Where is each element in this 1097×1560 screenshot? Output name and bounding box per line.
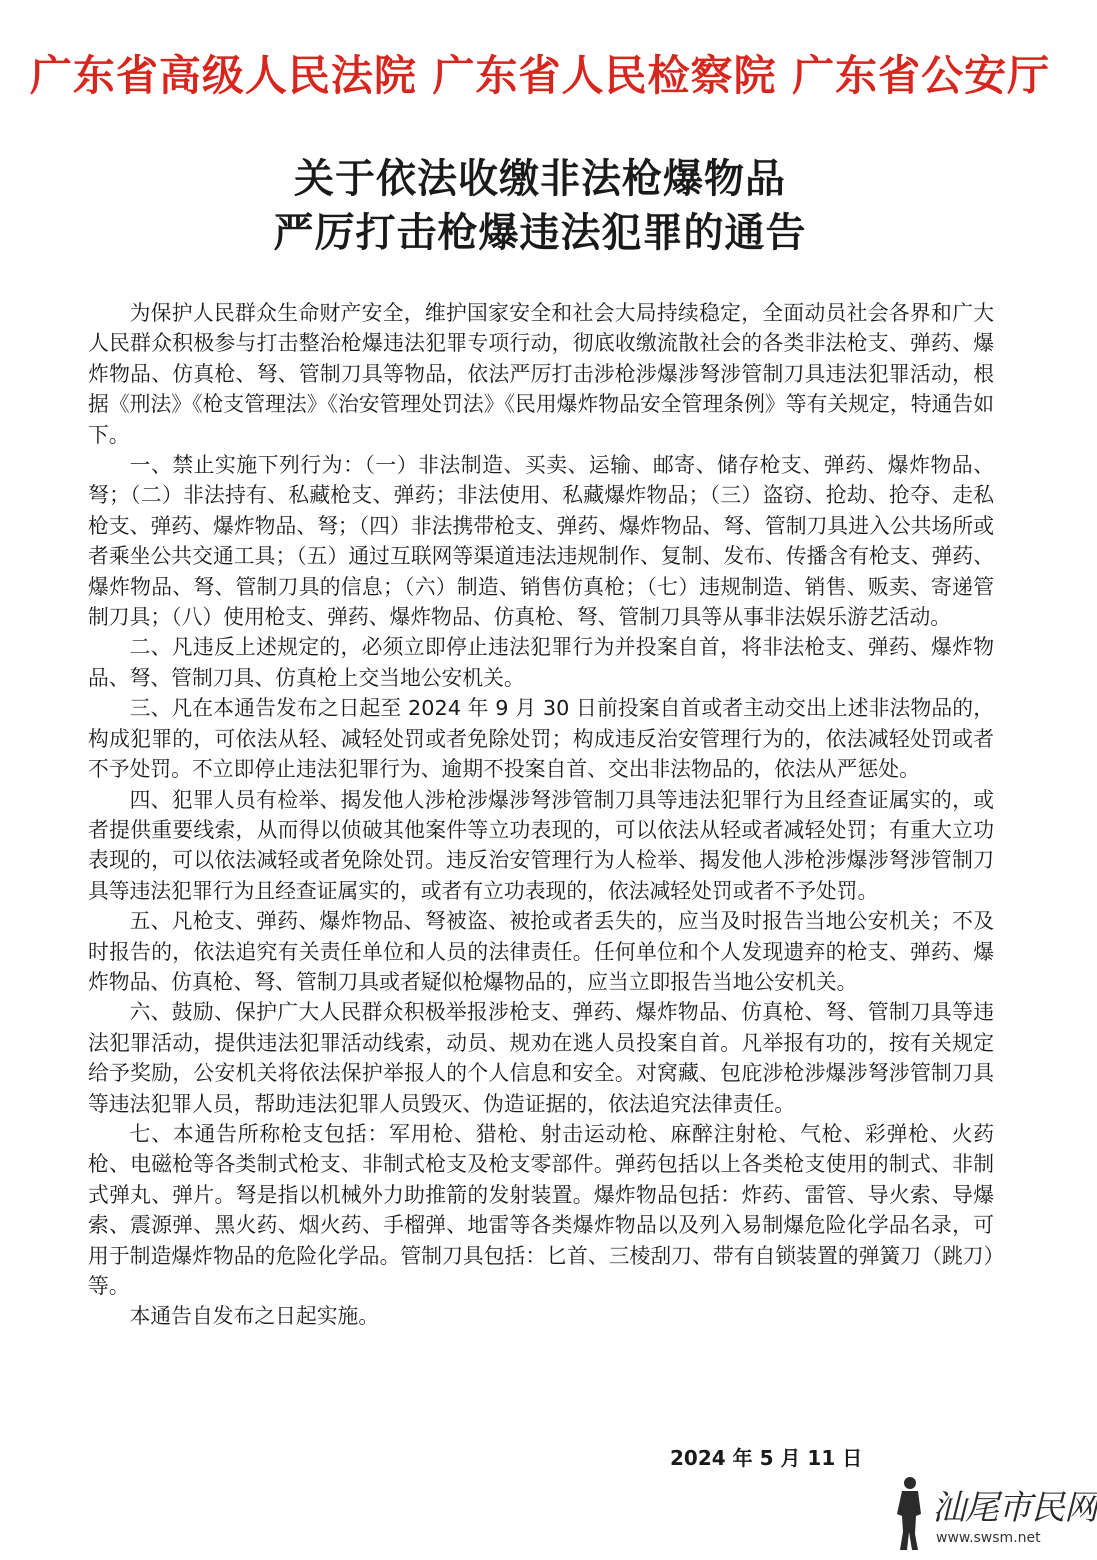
paragraph-3: 三、凡在本通告发布之日起至 2024 年 9 月 30 日前投案自首或者主动交出上述非法物品的，构成犯罪的，可依法从轻、减轻处罚或者免除处罚；构成违反治安管理行为的，依法减轻处罚或者不予处罚。不立即停止违法犯罪行为、逾期不投案自首、交出非法物品的，依法从严惩处。	[88, 696, 994, 782]
notice-body	[88, 298, 994, 1332]
watermark	[888, 1474, 1097, 1554]
watermark-logo-text: 汕尾市民网	[932, 1488, 1097, 1528]
issue-date: 2024 年 5 月 11 日	[670, 1446, 863, 1470]
paragraph-4: 四、犯罪人员有检举、揭发他人涉枪涉爆涉弩涉管制刀具等违法犯罪行为且经查证属实的，或者提供重要线索，从而得以侦破其他案件等立功表现的，可以依法从轻或者减轻处罚；有重大立功表现的，可以依法减轻或者免除处罚。违反治安管理行为人检举、揭发他人涉枪涉爆涉弩涉管制刀具等违法犯罪行为且经查证属实的，或者有立功表现的，依法减轻处罚或者不予处罚。	[88, 787, 994, 903]
paragraph-7: 七、本通告所称枪支包括：军用枪、猎枪、射击运动枪、麻醉注射枪、气枪、彩弹枪、火药枪、电磁枪等各类制式枪支、非制式枪支及枪支零部件。弹药包括以上各类枪支使用的制式、非制式弹丸、弹片。弩是指以机械外力助推箭的发射装置。爆炸物品包括：炸药、雷管、导火索、导爆索、震源弹、黑火药、烟火药、手榴弹、地雷等各类爆炸物品以及列入易制爆危险化学品名录，可用于制造爆炸物品的危险化学品。管制刀具包括：匕首、三棱刮刀、带有自锁装置的弹簧刀（跳刀）等。	[88, 1121, 994, 1298]
title-line-1: 关于依法收缴非法枪爆物品	[294, 155, 786, 202]
paragraph-1: 一、禁止实施下列行为：（一）非法制造、买卖、运输、邮寄、储存枪支、弹药、爆炸物品、弩；（二）非法持有、私藏枪支、弹药；非法使用、私藏爆炸物品；（三）盗窃、抢劫、抢夺、走私枪支、弹药、爆炸物品、弩；（四）非法携带枪支、弹药、爆炸物品、弩、管制刀具进入公共场所或者乘坐公共交通工具；（五）通过互联网等渠道违法违规制作、复制、发布、传播含有枪支、弹药、爆炸物品、弩、管制刀具的信息；（六）制造、销售仿真枪；（七）违规制造、销售、贩卖、寄递管制刀具；（八）使用枪支、弹药、爆炸物品、仿真枪、弩、管制刀具等从事非法娱乐游艺活动。	[88, 453, 994, 630]
paragraph-6: 六、鼓励、保护广大人民群众积极举报涉枪支、弹药、爆炸物品、仿真枪、弩、管制刀具等违法犯罪活动，提供违法犯罪活动线索，动员、规劝在逃人员投案自首。凡举报有功的，按有关规定给予奖励，公安机关将依法保护举报人的个人信息和安全。对窝藏、包庇涉枪涉爆涉弩涉管制刀具等违法犯罪人员，帮助违法犯罪人员毁灭、伪造证据的，依法追究法律责任。	[88, 1000, 994, 1116]
notice-title	[0, 152, 1080, 260]
paragraph-5: 五、凡枪支、弹药、爆炸物品、弩被盗、被抢或者丢失的，应当及时报告当地公安机关；不及时报告的，依法追究有关责任单位和人员的法律责任。任何单位和个人发现遗弃的枪支、弹药、爆炸物品、仿真枪、弩、管制刀具或者疑似枪爆物品的，应当立即报告当地公安机关。	[88, 909, 994, 994]
title-line-2: 严厉打击枪爆违法犯罪的通告	[273, 209, 807, 256]
paragraph-intro: 为保护人民群众生命财产安全，维护国家安全和社会大局持续稳定，全面动员社会各界和广大人民群众积极参与打击整治枪爆违法犯罪专项行动，彻底收缴流散社会的各类非法枪支、弹药、爆炸物品、仿真枪、弩、管制刀具等物品，依法严厉打击涉枪涉爆涉弩涉管制刀具违法犯罪活动，根据《刑法》《枪支管理法》《治安管理处罚法》《民用爆炸物品安全管理条例》等有关规定，特通告如下。	[88, 301, 994, 447]
paragraph-2: 二、凡违反上述规定的，必须立即停止违法犯罪行为并投案自首，将非法枪支、弹药、爆炸物品、弩、管制刀具、仿真枪上交当地公安机关。	[88, 635, 994, 690]
paragraph-closing: 本通告自发布之日起实施。	[129, 1304, 380, 1329]
issuer-header: 广东省高级人民法院 广东省人民检察院 广东省公安厅	[29, 51, 1051, 100]
watermark-url: www.swsm.net	[936, 1530, 1041, 1546]
person-silhouette-icon	[888, 1474, 928, 1552]
